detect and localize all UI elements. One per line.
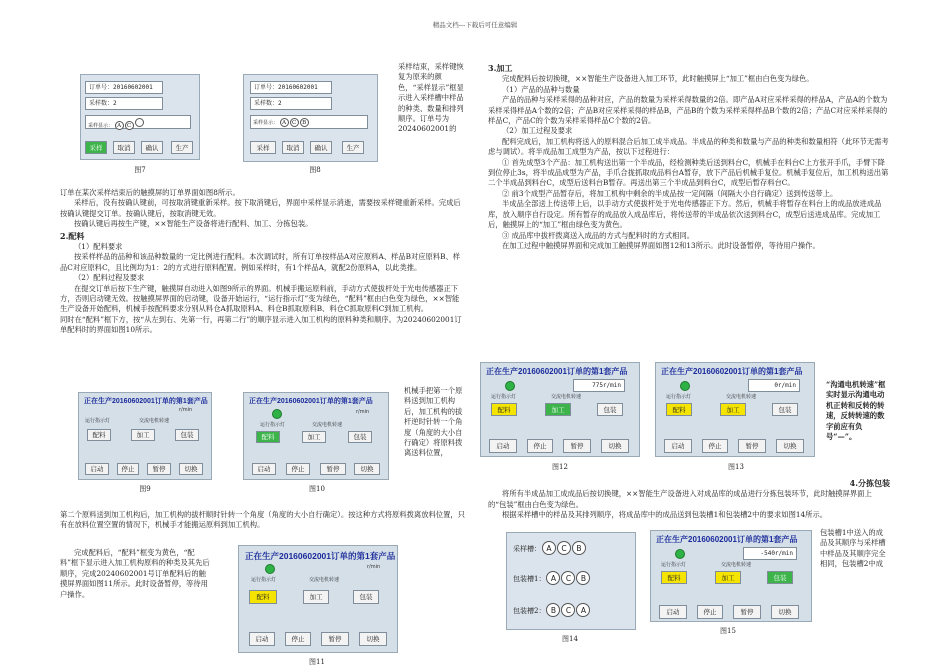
paragraph: 采样后，没有按确认键前，可按取消键重新采样。按下取消键后，界面中采样显示消逝，需要按采样键重新采样。完成后按确认键提交订单。按确认键后，按取消键无效。 <box>60 198 461 218</box>
screen-title: 正在生产20160602001订单的第1套产品 <box>245 551 396 561</box>
fig12-panel <box>480 362 640 457</box>
start-button[interactable]: 启动 <box>489 439 517 453</box>
switch-button[interactable]: 切换 <box>776 439 804 453</box>
side-note-bold <box>826 380 890 490</box>
motor-speed-label: 交流电机转速 <box>726 394 757 400</box>
paragraph: 配料完成后，加工机构将送入的原料混合后加工成半成品。半成品的种类和数量与产品的种类和数量相符（此环节无需考虑与调试）。将半成品加工成型为产品，按以下过程进行： <box>488 136 889 157</box>
motor-speed-field: 0r/min <box>748 379 800 392</box>
sample-button[interactable]: 采样 <box>250 141 276 154</box>
subheading: （2）加工过程及要求 <box>502 126 573 136</box>
slot-circle: A <box>576 603 590 617</box>
order-number-field: 订单号：20160602001 <box>85 81 163 94</box>
produce-button[interactable]: 生产 <box>342 141 364 154</box>
paragraph: 半成品全部送上传送带上后，以手动方式使拔杆处于光电传感器正下方。然后，机械手将暂存在料台上的成品放进成品库，放入顺序自行设定。所有暂存的成品放入成品库后，将传送带的半成品依次送到料台C，成型后送进成品库。完成加工后，触摸屏上的“加工”框由绿色变为黄色。 <box>488 199 882 230</box>
row-label: 包装槽1： <box>513 575 546 583</box>
run-light-icon <box>265 564 275 574</box>
fig10-panel <box>243 392 389 480</box>
peiliao-box: 配料 <box>256 431 280 443</box>
fig15-caption: 图15 <box>720 627 736 635</box>
jiagong-box: 加工 <box>302 431 326 443</box>
stop-button[interactable]: 停止 <box>527 439 553 453</box>
produce-button[interactable]: 生产 <box>171 141 193 154</box>
slot-circle: C <box>557 541 571 555</box>
fig12-caption: 图12 <box>552 463 568 471</box>
sample-display <box>250 115 368 129</box>
screen-title: 正在生产20160602001订单的第1套产品 <box>656 535 798 544</box>
stop-button[interactable]: 停止 <box>285 632 311 646</box>
switch-button[interactable]: 切换 <box>771 605 799 619</box>
stop-button[interactable]: 停止 <box>702 439 728 453</box>
baozhuang-box: 包装 <box>767 571 793 584</box>
fig9-panel <box>78 392 212 480</box>
switch-button[interactable]: 切换 <box>359 632 387 646</box>
paragraph: 同时在“配料”框下方，按“从左到右、先第一行，再第二行”的顺序显示进入加工机构的原料种类和顺序。为20240602001订单配料时的界面如图10所示。 <box>60 314 462 335</box>
motor-speed-label: 交流电机转速 <box>139 418 170 424</box>
order-number-field: 订单号：20160602001 <box>250 81 332 94</box>
section-heading: 2.配料 <box>60 230 85 241</box>
paragraph: ① 首先成型3个产品：加工机构送出第一个半成品，经检测种类后送到料台C，机械手在料台C上方张开手爪，手臂下降到位停止3s，将半成品成型为产品，手爪合拢抓取成品料台A暂存，放下产品后机械手复位。机械手复位后，加工机构送出第二个半成品到料台C，成型后送料台B暂存。再送出第三个半成品到料台C，成型后暂存料台C。 <box>488 157 889 188</box>
run-light-label: 运行指示灯 <box>85 418 111 424</box>
baozhuang-box: 包装 <box>772 403 798 416</box>
sample-count-field: 采样数：2 <box>250 97 332 110</box>
start-button[interactable]: 启动 <box>252 463 276 475</box>
fig9-caption: 图9 <box>139 485 151 493</box>
row-label: 包装槽2： <box>513 607 546 615</box>
pack-slot-2-row <box>513 603 590 617</box>
start-button[interactable]: 启动 <box>85 463 109 475</box>
fig7-caption: 图7 <box>134 166 146 174</box>
fig13-panel <box>655 362 815 457</box>
motor-speed-field: -540r/min <box>743 547 797 560</box>
motor-speed-label: 交流电机转速 <box>551 394 582 400</box>
confirm-button[interactable]: 确认 <box>141 141 163 154</box>
fig8-caption: 图8 <box>309 166 321 174</box>
paragraph: 完成配料后按切换键，××智能生产设备进入加工环节，此时触摸屏上“加工”框由白色变为绿色。 <box>502 74 814 84</box>
sample-display <box>85 115 191 129</box>
speed-unit: r/min <box>356 409 370 415</box>
side-text-1: 采样结束，采样键恢复为原来的颜色，“采样显示”框显示进入采样槽中样品的种类、数量和排列顺序。订单号为20240602001的 <box>398 62 464 134</box>
stop-button[interactable]: 停止 <box>697 605 723 619</box>
fig7-panel <box>80 74 200 160</box>
run-light-icon <box>675 549 685 559</box>
paragraph: 订单在某次采样结束后的触摸屏的订单界面如图8所示。 <box>60 188 240 197</box>
left-body-1 <box>60 188 465 336</box>
screen-title: 正在生产20160602001订单的第1套产品 <box>249 398 373 405</box>
confirm-button[interactable]: 确认 <box>310 141 332 154</box>
stop-button[interactable]: 停止 <box>286 463 310 475</box>
slot-circle: B <box>546 603 560 617</box>
slot-circle: A <box>546 571 560 585</box>
stop-button[interactable]: 停止 <box>117 463 139 475</box>
subheading: （2）配料过程及要求 <box>74 273 145 283</box>
slot-circle: B <box>576 571 590 585</box>
side-text-3: 包装槽1中送入的成品及其顺序与采样槽中样品及其顺序完全相同，包装槽2中成 <box>820 528 886 569</box>
page-header: 精品文档---下载后可任意编辑 <box>432 21 518 29</box>
fig11-caption: 图11 <box>309 658 325 666</box>
jiagong-box: 加工 <box>131 429 155 441</box>
peiliao-box: 配料 <box>249 590 277 604</box>
fig15-panel <box>650 530 812 622</box>
paragraph: ③ 成品库中拔杆拨离送入成品的方式与配料时的方式相同。 <box>502 230 695 240</box>
switch-button[interactable]: 切换 <box>601 439 629 453</box>
switch-button[interactable]: 切换 <box>179 463 203 475</box>
paragraph: 根据采样槽中的样品及其排列顺序，将成品库中的成品送到包装槽1和包装槽2中的要求如图14所示。 <box>502 510 828 520</box>
screen-title: 正在生产20160602001订单的第1套产品 <box>84 398 208 405</box>
right-body-1 <box>488 62 890 251</box>
paragraph: 完成配料后，“配料”框变为黄色，“配料”框下显示进入加工机构原料的种类及其先后顺序，完成20240602001号订单配料后的触摸屏界面如图11所示。此时设备暂停，等待用户操作。 <box>60 548 210 599</box>
speed-unit: r/min <box>179 407 193 413</box>
jiagong-box: 加工 <box>715 571 741 584</box>
slot-circle: B <box>572 541 586 555</box>
screen-title: 正在生产20160602001订单的第1套产品 <box>486 367 628 376</box>
side-note-bold-text: “沟通电机转速”框实时显示沟通电动机正转和反转的转速，反转转速的数字前应有负号“—”。 <box>826 380 886 442</box>
slot-circle: C <box>561 571 575 585</box>
fig14-panel <box>506 532 636 630</box>
paragraph: 产品的品种与采样采得的品种对应，产品的数量为采样采得数量的2倍。即产品A对应采样采得的样品A，产品A的个数为采样采得样品A个数的2倍；产品B对应采样采得的样品B，产品B的个数为采样采得样品B个数的2倍；产品C对应采样采得的样品C，产品C的个数为采样采得样品C个数的2倍。 <box>488 95 888 126</box>
motor-speed-field: 775r/min <box>573 379 625 392</box>
motor-speed-label: 交流电机转速 <box>312 422 343 428</box>
sample-count-field: 采样数：2 <box>85 97 163 110</box>
run-light-icon <box>680 381 690 391</box>
paragraph: 按确认键后再按生产键，××智能生产设备将进行配料、加工、分拣包装。 <box>74 219 313 229</box>
sample-circle: B <box>300 118 309 127</box>
peiliao-box: 配料 <box>491 403 517 416</box>
run-light-label: 运行指示灯 <box>666 394 692 400</box>
subheading: （1）产品的品种与数量 <box>502 84 580 94</box>
paragraph: 第二个原料送到加工机构后，加工机构的拔杆顺时针转一个角度（角度的大小自行确定）。按这种方式将原料拨离放料位置，只有在放料位置空置的情况下，机械手才能搬运原料到加工机构。 <box>60 510 465 530</box>
start-button[interactable]: 启动 <box>249 632 275 646</box>
baozhuang-box: 包装 <box>353 590 379 604</box>
run-light-icon <box>505 381 515 391</box>
pause-button[interactable]: 暂停 <box>321 632 349 646</box>
row-label: 采样槽： <box>513 545 541 553</box>
speed-unit: r/min <box>367 564 381 570</box>
jiagong-box: 加工 <box>545 403 571 416</box>
peiliao-box: 配料 <box>666 403 692 416</box>
fig10-caption: 图10 <box>309 485 325 493</box>
paragraph: 在加工过程中触摸屏界面和完成加工触摸屏界面如图12和13所示。此时设备暂停，等待用户操作。 <box>502 240 820 250</box>
pause-button[interactable]: 暂停 <box>733 605 761 619</box>
run-light-label: 运行指示灯 <box>251 577 277 583</box>
start-button[interactable]: 启动 <box>664 439 692 453</box>
pause-button[interactable]: 暂停 <box>147 463 171 475</box>
left-body-3 <box>60 548 210 600</box>
peiliao-box: 配料 <box>661 571 687 584</box>
cancel-button[interactable]: 取消 <box>282 141 304 154</box>
jiagong-box: 加工 <box>303 590 329 604</box>
side-text-2: 机械手把第一个原料送到加工机构后，加工机构的拔杆逆时针转一个角度（角度的大小自行确定）将原料拨离送料位置， <box>404 386 463 458</box>
pause-button[interactable]: 暂停 <box>320 463 346 475</box>
slot-circle: A <box>542 541 556 555</box>
section-heading: 4.分拣包装 <box>849 478 890 488</box>
fig8-panel <box>243 74 378 162</box>
sample-display-label: 采样显示： <box>253 120 279 126</box>
sample-slot-row <box>513 541 586 555</box>
run-light-label: 运行指示灯 <box>491 394 517 400</box>
motor-speed-label: 交流电机转速 <box>721 562 752 568</box>
start-button[interactable]: 启动 <box>659 605 687 619</box>
screen-title: 正在生产20160602001订单的第1套产品 <box>661 367 803 376</box>
run-light-label: 运行指示灯 <box>661 562 687 568</box>
paragraph: ② 前3个成型产品暂存后，将加工机构中剩余的半成品按一定间隔（间隔大小自行确定）送到传送带上。 <box>502 188 838 198</box>
subheading: （1）配料要求 <box>74 242 123 252</box>
baozhuang-box: 包装 <box>175 429 199 441</box>
sample-button[interactable]: 采样 <box>85 141 107 154</box>
paragraph: 在提交订单后按下生产键，触摸屏自动进入如图9所示的界面。机械手搬运原料前，手动方式使拔杆处于光电传感器正下方，否则启动键无效。按触摸屏界面的启动键，设备开始运行，“运行指示灯”变为绿色，“配料”框由白色变为绿色，××智能生产设备开始配料，机械手按配料要求分别从料仓A抓取原料A、料仓B抓取原料B、料仓C抓取原料C到加工机构。 <box>60 283 460 314</box>
paragraph: 按采样样品的品种和该品种数量的一定比例进行配料。本次调试时，所有订单按样品A对应原料A、样品B对应原料B、样品C对应原料C，且比例均为1：2的方式进行原料配置。例如采样时，有1个样品A，就配2份原料A，以此类推。 <box>60 252 461 272</box>
baozhuang-box: 包装 <box>597 403 623 416</box>
sample-circle: C <box>125 121 134 130</box>
sample-circle <box>135 118 144 127</box>
section-heading: 3.加工 <box>488 63 513 73</box>
switch-button[interactable]: 切换 <box>354 463 380 475</box>
motor-speed-label: 交流电机转速 <box>309 577 340 583</box>
sample-circle: A <box>115 121 124 130</box>
baozhuang-box: 包装 <box>348 431 372 443</box>
peiliao-box: 配料 <box>87 429 111 441</box>
pack-slot-1-row <box>513 571 590 585</box>
right-body-2 <box>488 478 890 521</box>
pause-button[interactable]: 暂停 <box>563 439 591 453</box>
left-body-2 <box>60 510 465 531</box>
fig11-panel <box>238 545 398 653</box>
fig14-caption: 图14 <box>562 635 578 643</box>
sample-circle: A <box>280 118 289 127</box>
run-light-icon <box>272 409 282 419</box>
sample-display-label: 采样显示： <box>88 123 114 129</box>
sample-circle: C <box>290 118 299 127</box>
run-light-label: 运行指示灯 <box>260 422 286 428</box>
slot-circle: C <box>561 603 575 617</box>
fig13-caption: 图13 <box>728 463 744 471</box>
jiagong-box: 加工 <box>720 403 746 416</box>
paragraph: 将所有半成品加工成成品后按切换键，××智能生产设备进入对成品库的成品进行分拣包装环节，此时触摸屏界面上的“包装”框由白色变为绿色。 <box>488 489 872 509</box>
cancel-button[interactable]: 取消 <box>113 141 135 154</box>
pause-button[interactable]: 暂停 <box>738 439 766 453</box>
